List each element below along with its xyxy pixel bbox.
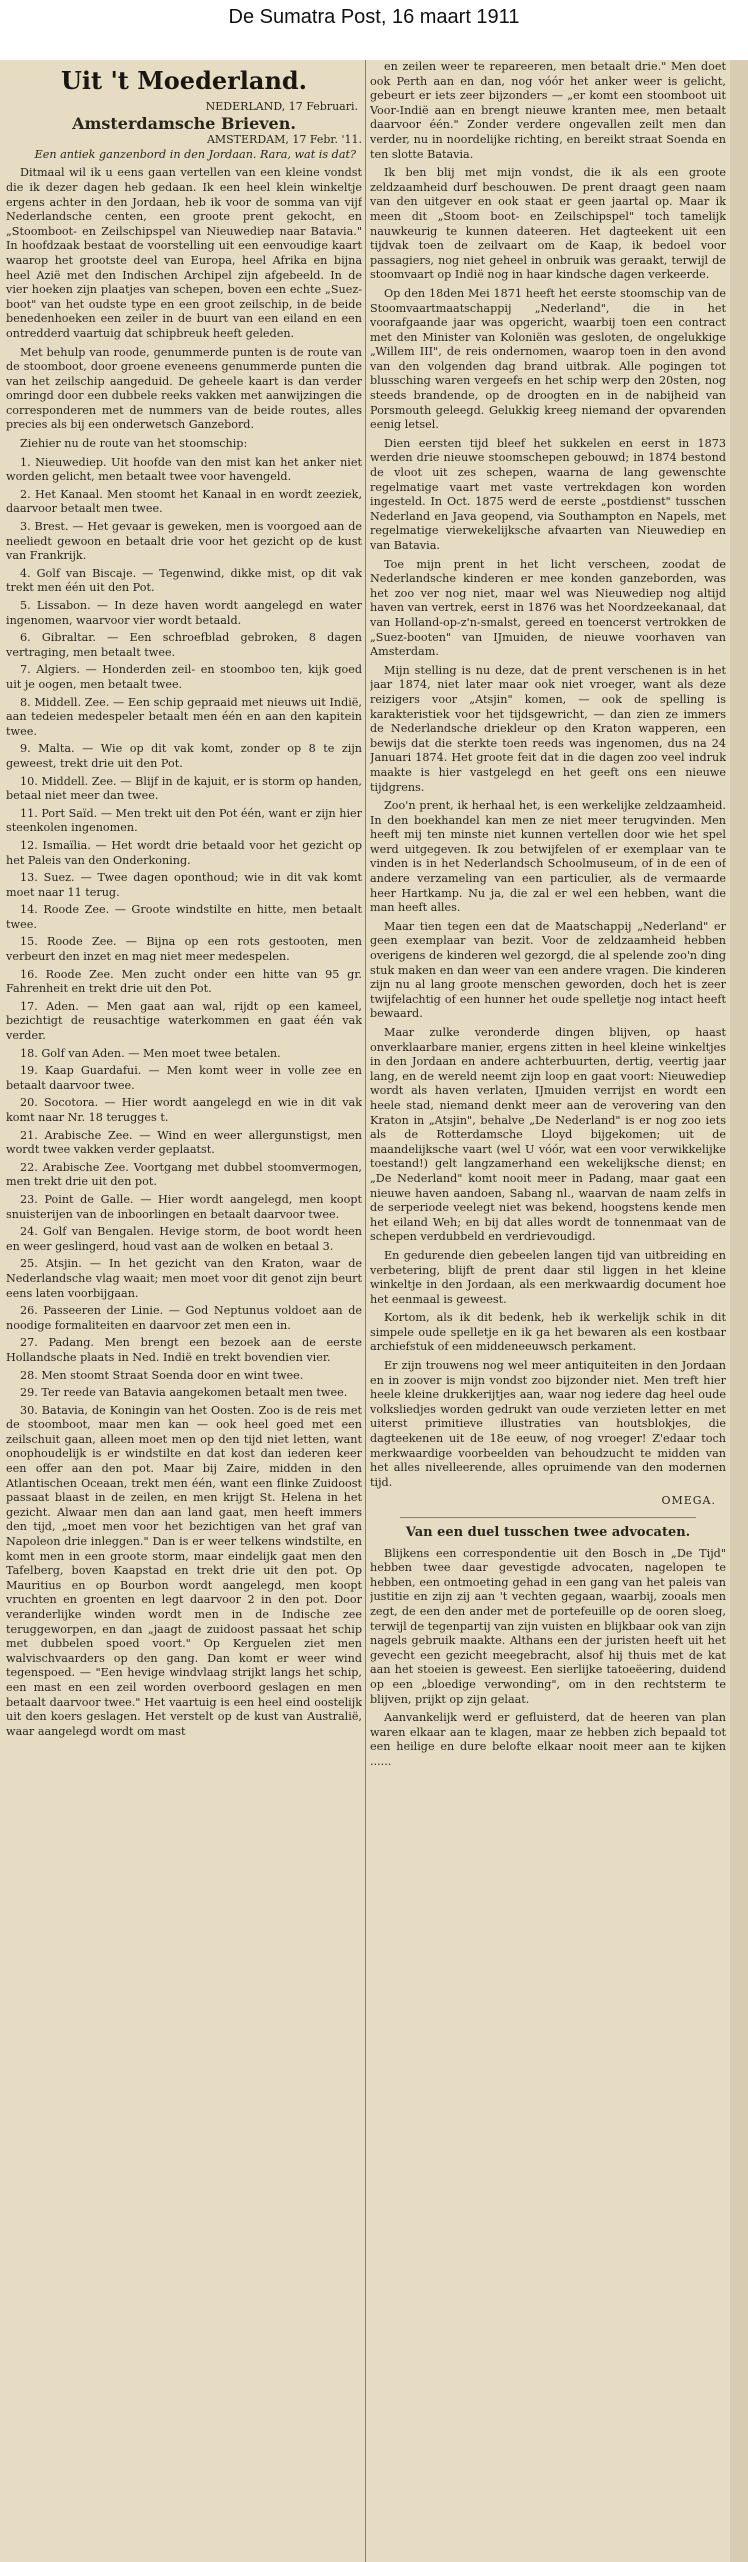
paragraph: Blijkens een correspondentie uit den Bosch in „De Tijd" hebben twee daar gevestigde advocaten, nagelopen te hebben, een ontmoeting gehad in een gang van het paleis van justitie en zijn zij aan 't vechten gegaan, waarbij, zooals men zegt, de een den ander met de portefeuille op de ooren sloeg, terwijl de tegenpartij van zijn vuisten en blijkbaar ook van zijn nagels gebruik maakte. Althans een der juristen heeft uit het gevecht een gezicht meegebracht, alsof hij thuis met de kat aan het stoeien is geweest. Een sierlijke tatoeëering, duidend op een „bloedige verwonding", om in den rechtsterm te blijven, prijkt op zijn gelaat. (370, 1546, 726, 1706)
route-item: 21. Arabische Zee. — Wind en weer allergunstigst, men wordt twee vakken verder geplaatst. (6, 1128, 362, 1157)
author-signature: OMEGA. (661, 1494, 716, 1508)
paragraph: Ziehier nu de route van het stoomschip: (20, 437, 248, 451)
headline: Uit 't Moederland. (60, 66, 308, 95)
route-item: 18. Golf van Aden. — Men moet twee betalen. (20, 1046, 281, 1060)
route-item: 5. Lissabon. — In deze haven wordt aangelegd en water ingenomen, waarvoor vier wordt betaald. (6, 599, 362, 627)
paragraph: Op den 18den Mei 1871 heeft het eerste stoomschip van de Stoomvaartmaatschappij „Nederland", die in het voorafgaande jaar was opgericht, waarbij toen een contract met den Minister van Koloniën was gesloten, de ongelukkige „Willem III", de reis ondernomen, waarop toen in den avond van den volgenden dag brand uitbrak. Alle pogingen tot blussching waren vergeefs en het schip werp den 20sten, nog steeds brandende, op de droogten en in de nabijheid van Porsmouth geleegd. Gelukkig kreeg niemand der opvarenden eenig letsel. (370, 286, 726, 432)
dateline: NEDERLAND, 17 Februari. (205, 100, 358, 113)
paragraph: Maar zulke veronderde dingen blijven, op haast onverklaarbare manier, ergens zitten in heel kleine winkeltjes in den Jordaan en andere achterbuurten, dertig, veertig jaar lang, en de wereld neemt zijn loop en gaat voort: Nieuwediep wordt als haven verlaten, IJmuiden verrijst en wordt een heele stad, niemand denkt meer aan de verovering van den Kraton in „Atsjin", behalve „De Nederland" is er nog zoo iets als de Rotterdamsche Lloyd bijgekomen; uit de maandelijksche vaart (wel U vóór, wat een voor verwikkelijke toestand!) gelt langzamerhand een wekelijksche dienst; en „De Nederland" komt nooit meer in Padang, maar gaat een nieuwe haven aandoen, Sabang nl., waarvan de naam zelfs in de serperiode veelegt niet was bekend, hoogstens kende men het eiland Weh; en bij dat alles wordt de tonnenmaat van de schepen verdubbeld en verdrievoudigd. (370, 1026, 726, 1244)
route-item: 12. Ismaïlia. — Het wordt drie betaald voor het gezicht op het Paleis van den Onderkoning. (6, 838, 362, 867)
route-item: 15. Roode Zee. — Bijna op een rots gestooten, men verbeurt den inzet en mag niet meer medespelen. (6, 935, 362, 964)
paragraph: Kortom, als ik dit bedenk, heb ik werkelijk schik in dit simpele oude spelletje en ik ga het bewaren als een kostbaar archiefstuk of een middeneeuwsch perkament. (370, 1311, 726, 1354)
route-item: 1. Nieuwediep. Uit hoofde van den mist kan het anker niet worden gelicht, men betaalt twee voor havengeld. (6, 455, 362, 484)
route-item: 17. Aden. — Men gaat aan wal, rijdt op een kameel, bezichtigt de reusachtige waterkommen en gaat één vak verder. (6, 999, 362, 1043)
route-item: 11. Port Saïd. — Men trekt uit den Pot één, want er zijn hier steenkolen ingenomen. (6, 806, 362, 835)
route-item: 8. Middell. Zee. — Een schip gepraaid met nieuws uit Indië, aan tedeien medespeler betaalt men één en aan den kapitein twee. (6, 695, 362, 738)
route-item: 16. Roode Zee. Men zucht onder een hitte van 95 gr. Fahrenheit en trekt drie uit den Pot. (6, 967, 362, 996)
route-item: 7. Algiers. — Honderden zeil- en stoomboo ten, kijk goed uit je oogen, men betaalt twee. (6, 663, 362, 691)
subheading: Amsterdamsche Brieven. (72, 113, 296, 133)
route-item: 10. Middell. Zee. — Blijf in de kajuit, er is storm op handen, betaal niet meer dan twee. (6, 774, 362, 803)
route-item: 22. Arabische Zee. Voortgang met dubbel stoomvermogen, men trekt drie uit den pot. (6, 1160, 362, 1189)
cropped-neighbour-column (730, 60, 748, 2562)
right-column (370, 60, 726, 2562)
column-divider (365, 60, 366, 2562)
left-column (6, 60, 362, 2562)
letter-title: Een antiek ganzenbord in den Jordaan. Rara, wat is dat? (34, 147, 356, 161)
section-divider (400, 1517, 696, 1518)
paragraph: Toe mijn prent in het licht verscheen, zoodat de Nederlandsche kinderen er mee konden ganzeborden, was het zoo ver nog niet, maar wel was Nieuwediep nog altijd haven van vertrek, eerst in 1876 was het Noordzeekanaal, dat van Holland-op-z'n-smalst, gereed en toencerst vertrokken de „Suez-booten" van IJmuiden, de nieuwe voorhaven van Amsterdam. (370, 557, 726, 659)
route-item: 28. Men stoomt Straat Soenda door en wint twee. (20, 1368, 304, 1382)
route-item: 29. Ter reede van Batavia aangekomen betaalt men twee. (20, 1386, 348, 1400)
route-item: 6. Gibraltar. — Een schroefblad gebroken, 8 dagen vertraging, men betaalt twee. (6, 631, 362, 659)
route-item: 24. Golf van Bengalen. Hevige storm, de boot wordt heen en weer geslingerd, houd vast aan de wolken en betaal 3. (6, 1225, 362, 1253)
paragraph: Ik ben blij met mijn vondst, die ik als een groote zeldzaamheid durf beschouwen. De prent draagt geen naam van den uitgever en ook staat er geen jaartal op. Maar ik meen dit „Stoom boot- en Zeilschipspel" toch tamelijk nauwkeurig te kunnen dateeren. Het dagteekent uit een tijdvak toen de zeilvaart om de Kaap, ik bedoel voor passagiers, nog niet geheel in onbruik was geraakt, terwijl de stoomvaart op Indië nog in haar kindsche dagen verkeerde. (370, 166, 726, 282)
paragraph: En gedurende dien gebeelen langen tijd van uitbreiding en verbetering, blijft de prent daar stil liggen in het kleine winkeltje in den Jordaan, als een merkwaardig document hoe het eenmaal is geweest. (370, 1248, 726, 1306)
route-item: 14. Roode Zee. — Groote windstilte en hitte, men betaalt twee. (6, 903, 362, 931)
section-title: Van een duel tusschen twee advocaten. (405, 1525, 691, 1540)
paragraph: Ditmaal wil ik u eens gaan vertellen van een kleine vondst die ik dezer dagen heb gedaan. Ik een heel klein winkeltje ergens achter in den Jordaan, heb ik voor de somma van vijf Nederlandsche centen, een groote prent gekocht, en „Stoomboot- en Zeilschipspel van Nieuwediep naar Batavia." In hoofdzaak bestaat de voorstelling uit een eenvoudige kaart waarop het grootste deel van Europa, heel Afrika en bijna heel Azië met den Indischen Archipel zijn afgebeeld. In de vier hoeken zijn plaatjes van schepen, boven een echte „Suez-boot" van het oudste type en een groot zeilschip, in de beide benedenhoeken een zeiler in de buurt van een eiland en een ontredderd vaartuig dat schipbreuk heeft geleden. (6, 166, 362, 340)
paragraph: Dien eersten tijd bleef het sukkelen en eerst in 1873 werden drie nieuwe stoomschepen gebouwd; in 1874 bestond de vloot uit zes schepen, waarna de lang gewenschte regelmatige vaart met vaste vertrekdagen kon worden ingesteld. In Oct. 1875 werd de eerste „postdienst" tusschen Nederland en Java geopend, via Southampton en Napels, met regelmatige vierwekelijksche afvaarten van Nieuwediep en van Batavia. (370, 436, 726, 552)
paragraph: Maar tien tegen een dat de Maatschappij „Nederland" er geen exemplaar van bezit. Voor de zeldzaamheid hebben overigens de kinderen wel gezorgd, die al spelende zoo'n ding stuk maken en dan weer van een andere vragen. Die kinderen zijn nu al lang groote menschen geworden, doch het is zeer twijfelachtig of een hunner het oude spelletje nog intact heeft bewaard. (370, 919, 726, 1021)
route-item: 4. Golf van Biscaje. — Tegenwind, dikke mist, op dit vak trekt men één uit den Pot. (6, 566, 362, 595)
subdate: AMSTERDAM, 17 Febr. '11. (206, 133, 362, 147)
newspaper-page (0, 60, 748, 2562)
paragraph: Zoo'n prent, ik herhaal het, is een werkelijke zeldzaamheid. In den boekhandel kan men ze niet meer terugvinden. Men heeft mij ten minste niet kunnen vertellen door wie het spel werd uitgegeven. Ik zou betwijfelen of er exemplaar van te vinden is in het Nederlandsch Schoolmuseum, of in de een of andere verzameling van een particulier, als de vermaarde heer Hartkamp. Nu ja, die zal er wel een hebben, want die man heeft alles. (370, 799, 726, 915)
route-item: 9. Malta. — Wie op dit vak komt, zonder op 8 te zijn geweest, trekt drie uit den Pot. (6, 742, 362, 770)
paragraph: Er zijn trouwens nog wel meer antiquiteiten in den Jordaan en in zoover is mijn vondst zoo bijzonder niet. Men treft hier heele kleine drukkerijtjes aan, waar nog iedere dag heel oude volksliedjes worden gedrukt van oude verzieten letter en met uiterst primitieve illustraties van houtsblokjes, die dagteekenen uit de 18e eeuw, of nog vroeger! Z'edaar toch merkwaardige voorbeelden van behoudzucht te midden van het alles nivelleerende, alles opruimende van den modernen tijd. (370, 1359, 726, 1489)
route-item: 27. Padang. Men brengt een bezoek aan de eerste Hollandsche plaats in Ned. Indië en trekt bovendien vier. (6, 1336, 362, 1364)
paragraph: en zeilen weer te repareeren, men betaalt drie." Men doet ook Perth aan en dan, nog vóór het anker weer is gelicht, gebeurt er iets zeer bijzonders — „er komt een stoomboot uit Voor-Indië aan en brengt nieuwe kranten mee, men betaalt daarvoor één." Zonder verdere ongevallen zeilt men dan verder, nu in noordelijke richting, en bereikt straat Soenda en ten slotte Batavia. (370, 60, 726, 161)
route-item: 13. Suez. — Twee dagen oponthoud; wie in dit vak komt moet naar 11 terug. (6, 871, 362, 899)
paragraph: Met behulp van roode, genummerde punten is de route van de stoomboot, door groene eveneens genummerde punten die van het zeilschip aangeduid. De geheele kaart is dan verder omringd door een dubbele reeks vakken met aanwijzingen die corresponderen met de nummers van de beide routes, alles precies als bij een onderwetsch Ganzebord. (6, 345, 362, 432)
route-item: 25. Atsjin. — In het gezicht van den Kraton, waar de Nederlandsche vlag waait; men moet voor dit genot zijn beurt eens laten voorbijgaan. (6, 1257, 362, 1300)
paragraph: Mijn stelling is nu deze, dat de prent verschenen is in het jaar 1874, niet later maar ook niet vroeger, want als deze reizigers voor „Atsjin" komen, — ook de spelling is karakteristiek voor het tijdsgewricht, — dan zien ze immers de Nederlandsche driekleur op den Kraton wapperen, een bewijs dat die sterkte toen reeds was ingenomen, dus na 24 Januari 1874. Het groote feit dat in die dagen zoo veel indruk maakte is hier vastgelegd en het geeft ons een nieuwe tijdgrens. (370, 663, 726, 794)
route-item: 3. Brest. — Het gevaar is geweken, men is voorgoed aan de neeliedt gewoon en betaalt drie voor het gezicht op de kust van Frankrijk. (6, 520, 362, 563)
route-item: 23. Point de Galle. — Hier wordt aangelegd, men koopt snuisterijen van de inboorlingen en betaalt daarvoor twee. (6, 1192, 362, 1221)
page-caption: De Sumatra Post, 16 maart 1911 (228, 6, 520, 28)
paragraph: Aanvankelijk werd er gefluisterd, dat de heeren van plan waren elkaar aan te klagen, maar ze hebben zich bepaald tot een heilige en dure belofte elkaar nooit meer aan te kijken ...... (370, 1711, 726, 1768)
route-item: 26. Passeeren der Linie. — God Neptunus voldoet aan de noodige formaliteiten en daarvoor zet men een in. (6, 1304, 362, 1332)
route-item: 2. Het Kanaal. Men stoomt het Kanaal in en wordt zeeziek, daarvoor betaalt men twee. (6, 487, 362, 516)
route-item: 30. Batavia, de Koningin van het Oosten. Zoo is de reis met de stoomboot, maar men kan — ook heel goed met een zeilschuit gaan, alleen moet men op den tijd niet letten, want onophoudelijk is er windstilte en dat kost dan iederen keer een offer aan den pot. Maar bij Zaire, midden in den Atlantischen Oceaan, trekt men één, want een flinke Zuidoost passaat blaast in de zeilen, en men krijgt St. Helena in het gezicht. Alwaar men dan aan land gaat, men heeft immers den tijd, „moet men voor het bezichtigen van het graf van Napoleon drie inleggen." Dan is er weer telkens windstilte, en komt men in een groote storm, maar eindelijk gaat men den Tafelberg, boven Kaapstad en trekt drie uit den pot. Op Mauritius en op Bourbon wordt aangelegd, men koopt vruchten en groenten en legt daarvoor 2 in den pot. Door veranderlijke winden wordt men in de Indische zee teruggeworpen, en dan „jaagt de zuidoost passaat het schip met dubbelen spoed voort." Op Kerguelen ziet men walvischvaarders op den gang. Dan komt er weer wind tegenspoed. — "Een hevige windvlaag strijkt langs het schip, een mast en een zeil worden overboord geslagen en men betaalt daarvoor twee." Het vaartuig is een heel eind oostelijk uit den koers geslagen. Het verstelt op de kust van Australië, waar aangelegd wordt om mast (6, 1403, 362, 1738)
route-item: 19. Kaap Guardafui. — Men komt weer in volle zee en betaalt daarvoor twee. (6, 1064, 362, 1092)
route-item: 20. Socotora. — Hier wordt aangelegd en wie in dit vak komt naar Nr. 18 terugges t. (6, 1096, 362, 1124)
